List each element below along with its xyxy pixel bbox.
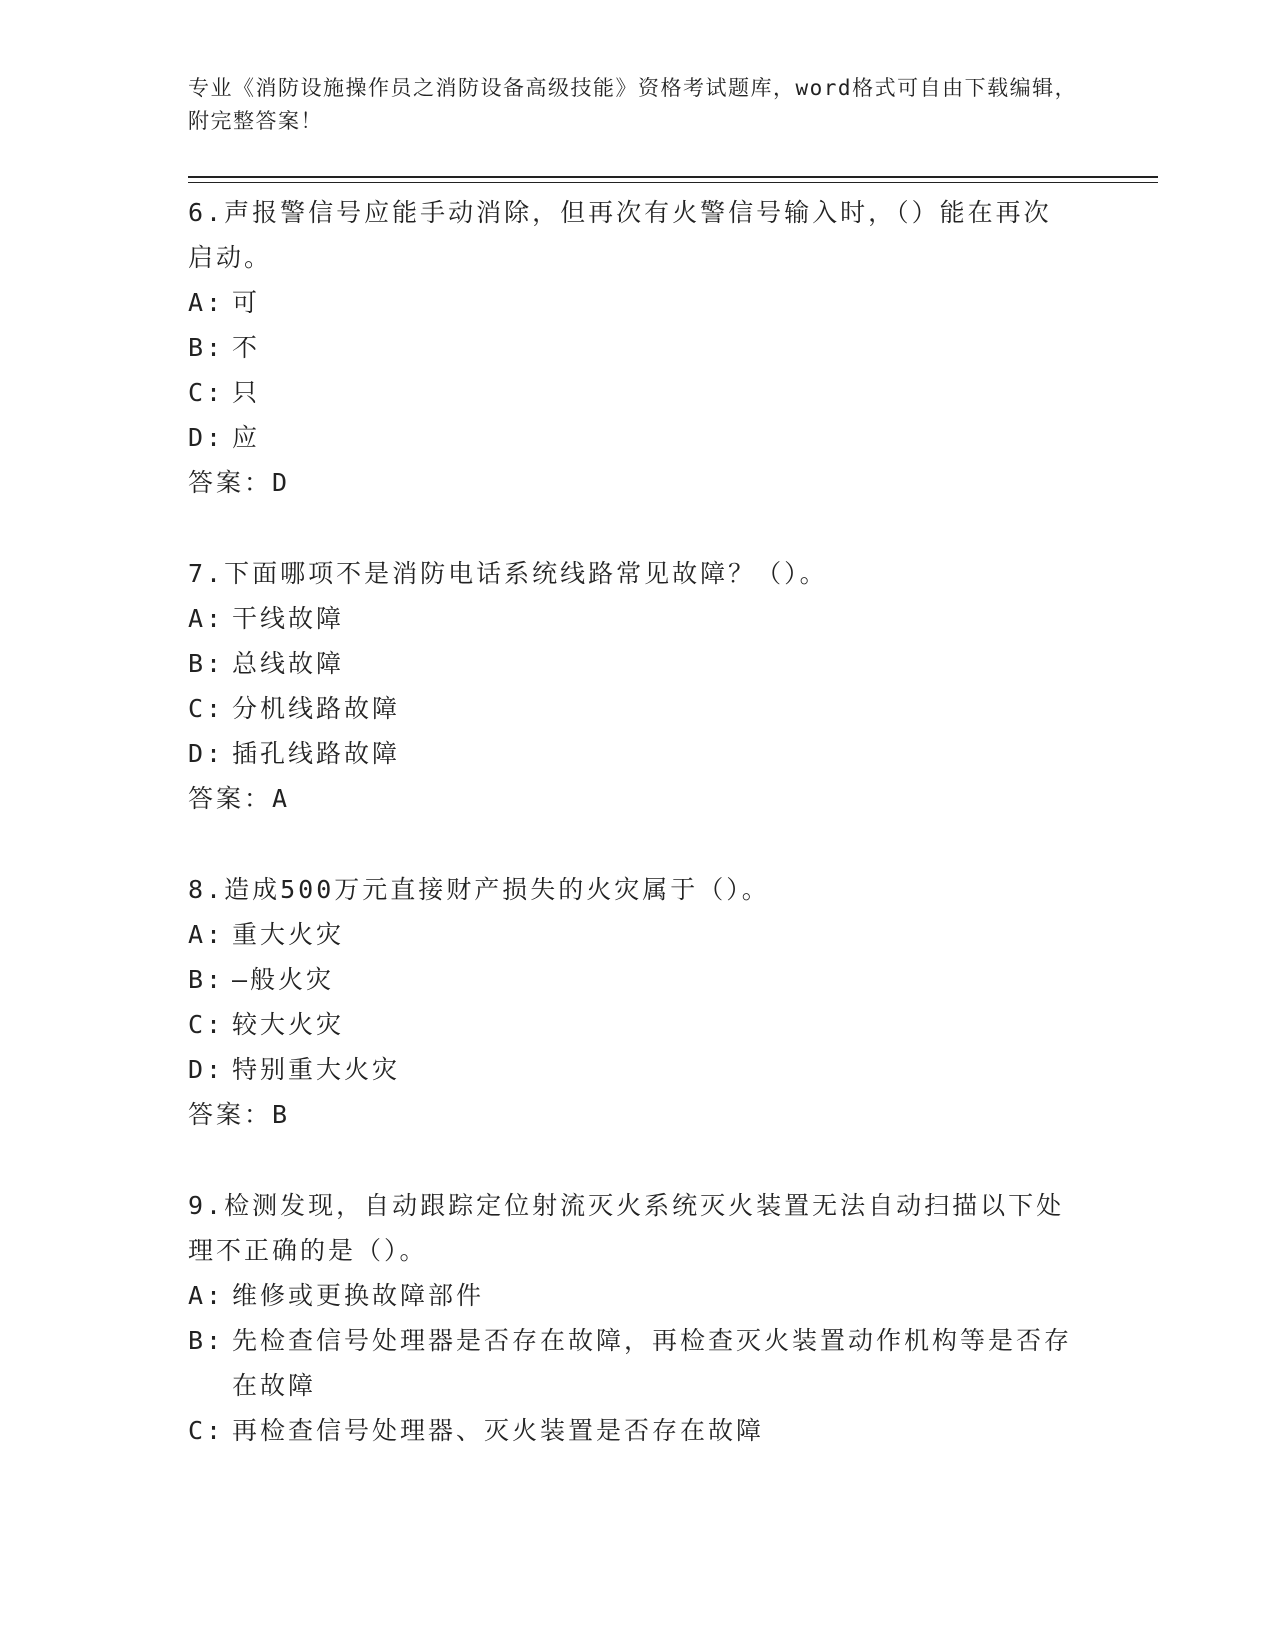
option-c (188, 1408, 1088, 1453)
option-key: B: (188, 1326, 225, 1355)
option-d (188, 415, 1088, 460)
option-text: 维修或更换故障部件 (232, 1281, 485, 1310)
option-key: D: (188, 1055, 225, 1084)
question-7 (188, 551, 1088, 821)
option-text: 插孔线路故障 (232, 739, 401, 768)
option-key: C: (188, 1010, 225, 1039)
option-key: A: (188, 604, 225, 633)
option-text: 干线故障 (232, 604, 345, 633)
option-text: —般火灾 (232, 965, 335, 994)
option-key: C: (188, 1416, 225, 1445)
option-key: B: (188, 965, 225, 994)
option-c (188, 686, 1088, 731)
answer-value: B (272, 1100, 291, 1129)
answer-label: 答案： (188, 468, 273, 497)
option-text: 可 (232, 288, 261, 317)
question-8 (188, 867, 1088, 1137)
option-b (188, 957, 1088, 1002)
answer-value: D (272, 468, 291, 497)
option-c (188, 370, 1088, 415)
option-b (188, 325, 1088, 370)
answer-line (188, 776, 1088, 821)
option-text: 重大火灾 (232, 920, 345, 949)
option-text: 先检查信号处理器是否存在故障，再检查灭火装置动作机构等是否存在故障 (232, 1326, 1073, 1400)
question-stem: 6.声报警信号应能手动消除，但再次有火警信号输入时，（）能在再次启动。 (188, 198, 1052, 272)
answer-line (188, 1092, 1088, 1137)
option-key: D: (188, 739, 225, 768)
option-key: A: (188, 288, 225, 317)
question-9 (188, 1183, 1088, 1453)
option-text: 应 (232, 423, 261, 452)
option-a (188, 596, 1088, 641)
answer-line (188, 460, 1088, 505)
option-key: B: (188, 333, 225, 362)
option-key: A: (188, 920, 225, 949)
answer-label: 答案： (188, 1100, 273, 1129)
option-d (188, 731, 1088, 776)
option-text: 总线故障 (232, 649, 345, 678)
option-key: C: (188, 378, 225, 407)
question-stem: 7.下面哪项不是消防电话系统线路常见故障？（）。 (188, 559, 828, 588)
option-d (188, 1047, 1088, 1092)
question-stem: 8.造成500万元直接财产损失的火灾属于（）。 (188, 875, 770, 904)
option-text: 较大火灾 (232, 1010, 345, 1039)
option-b (188, 641, 1088, 686)
option-text: 不 (232, 333, 261, 362)
question-stem: 9.检测发现，自动跟踪定位射流灭火系统灭火装置无法自动扫描以下处理不正确的是（）。 (188, 1191, 1065, 1265)
option-a (188, 912, 1088, 957)
option-a (188, 280, 1088, 325)
answer-value: A (272, 784, 291, 813)
option-text: 特别重大火灾 (232, 1055, 401, 1084)
option-key: A: (188, 1281, 225, 1310)
question-6 (188, 190, 1088, 505)
document-header: 专业《消防设施操作员之消防设备高级技能》资格考试题库，word格式可自由下载编辑，附完整答案！ (188, 76, 1078, 133)
answer-label: 答案： (188, 784, 273, 813)
option-text: 只 (232, 378, 261, 407)
option-key: C: (188, 694, 225, 723)
option-key: D: (188, 423, 225, 452)
option-text: 再检查信号处理器、灭火装置是否存在故障 (232, 1416, 765, 1445)
header-rule-thick (188, 176, 1158, 178)
option-b (188, 1318, 1088, 1408)
option-text: 分机线路故障 (232, 694, 401, 723)
header-rule-thin (188, 182, 1158, 183)
option-c (188, 1002, 1088, 1047)
option-key: B: (188, 649, 225, 678)
option-a (188, 1273, 1088, 1318)
question-list (188, 190, 1088, 1453)
